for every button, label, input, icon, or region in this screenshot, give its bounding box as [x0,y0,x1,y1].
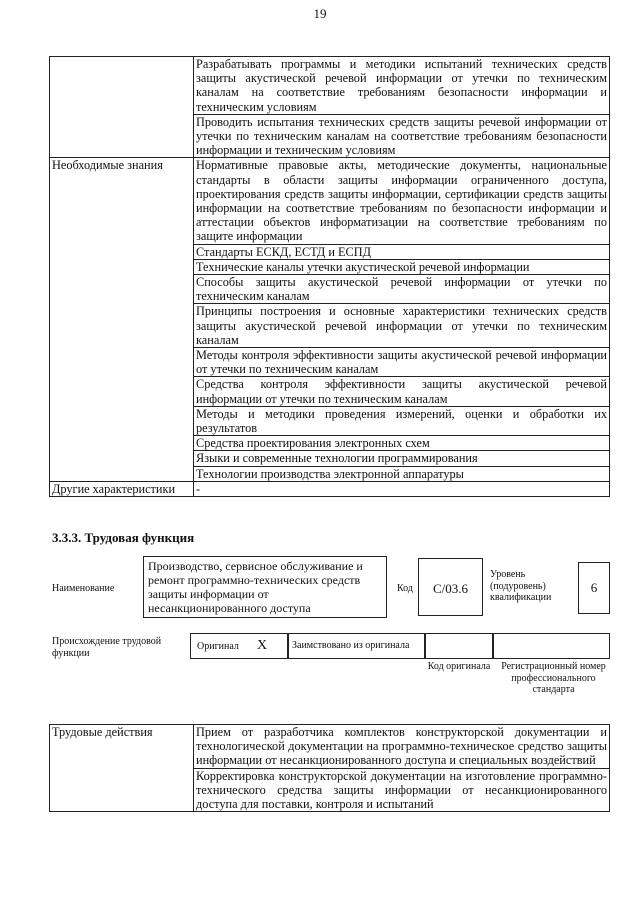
code-value-box: С/03.6 [418,558,483,616]
work-actions-table [49,724,610,812]
borrowed-cell [288,633,425,659]
row-text: Технические каналы утечки акустической речевой информации [194,259,610,274]
row-text: Языки и современные технологии программирования [194,451,610,466]
level-value-box: 6 [578,562,610,614]
required-knowledge-label: Необходимые знания [50,158,194,481]
work-actions-label: Трудовые действия [50,725,194,812]
row-text: Нормативные правовые акты, методические документы, национальные стандарты в области защиты информации ограниченного доступа, проектирования средств защиты информации, сертификации средств защиты информации на соответствие требованиям по безопасности информации и аттестации объектов информатизации на соответствие требованиям по защите информации [194,158,610,244]
reg-number-label: Регистрационный номер профессионального стандарта [501,661,606,695]
row-text: Технологии производства электронной аппаратуры [194,466,610,481]
origin-label: Происхождение трудовой функции [52,636,162,659]
table-row [50,158,610,244]
row-text: - [194,481,610,496]
code-original-label: Код оригинала [427,661,491,672]
knowledge-table [49,56,610,497]
original-mark: X [257,638,268,653]
row-text: Разрабатывать программы и методики испытаний технических средств защиты акустической речевой информации от утечки по техническим каналам на соответствие требованиям безопасности информации и техническим условиям [194,57,610,115]
code-original-cell [425,633,493,659]
row-text: Способы защиты акустической речевой информации от утечки по техническим каналам [194,275,610,304]
table-row [50,481,610,496]
row-text: Средства контроля эффективности защиты акустической речевой информации от утечки по техническим каналам [194,377,610,406]
page-number: 19 [313,6,327,21]
reg-number-cell [493,633,610,659]
table-row [50,725,610,769]
row-text: Проводить испытания технических средств защиты речевой информации от утечки по техническим каналам на соответствие требованиям безопасности информации и техническим условиям [194,114,610,158]
original-label: Оригинал [197,641,239,652]
original-cell [190,633,288,659]
level-label: Уровень (подуровень) квалификации [490,569,552,603]
row-text: Средства проектирования электронных схем [194,436,610,451]
table-row [50,57,610,115]
row-text: Корректировка конструкторской документации на изготовление программно-технического средства защиты информации от несанкционированного доступа для поставки, контроля и испытаний [194,768,610,812]
row-text: Стандарты ЕСКД, ЕСТД и ЕСПД [194,244,610,259]
row-text: Методы контроля эффективности защиты акустической речевой информации от утечки по техническим каналам [194,348,610,377]
function-name-box: Производство, сервисное обслуживание и ремонт программно-технических средств защиты информации от несанкционированного доступа [143,556,387,618]
name-label: Наименование [52,583,115,594]
borrowed-label: Заимствовано из оригинала [292,640,410,651]
row-text: Прием от разработчика комплектов конструкторской документации и технологической документации на программно-техническое средство защиты информации от несанкционированного доступа и специальных воздействий [194,725,610,769]
row-label [50,57,194,158]
row-text: Принципы построения и основные характеристики технических средств защиты акустической речевой информации от утечки по техническим каналам [194,304,610,348]
row-text: Методы и методики проведения измерений, оценки и обработки их результатов [194,406,610,435]
code-label: Код [397,583,413,594]
section-title: 3.3.3. Трудовая функция [52,530,195,545]
other-characteristics-label: Другие характеристики [50,481,194,496]
